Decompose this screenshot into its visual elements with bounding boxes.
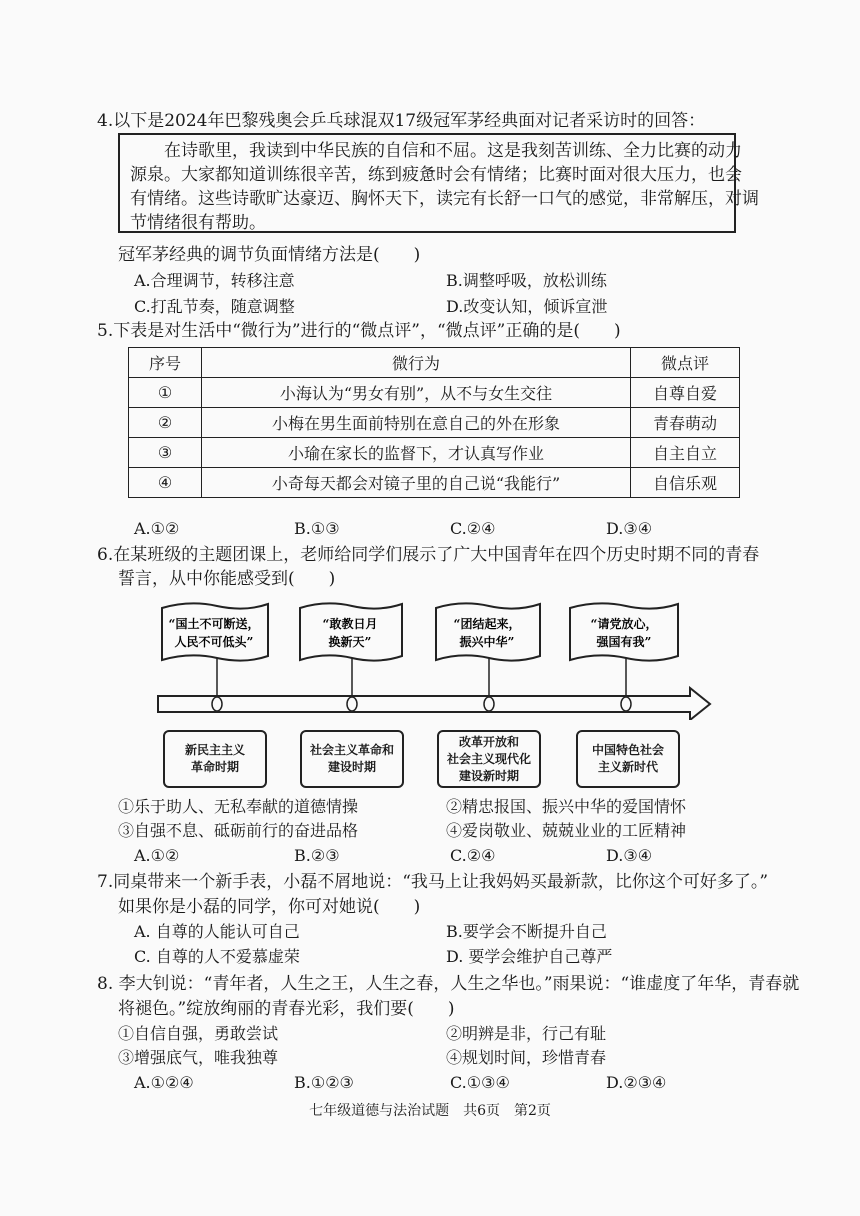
q6-stem: 誓言，从中你能感受到( ) xyxy=(118,569,336,589)
q4-option-c: C.打乱节奏，随意调整 xyxy=(134,297,295,316)
table-cell: 自信乐观 xyxy=(631,468,740,498)
flag-text: “国土不可断送， xyxy=(168,617,260,631)
q4-quote-box xyxy=(118,133,759,233)
q4-option-b: B.调整呼吸，放松训练 xyxy=(446,271,607,290)
table-row xyxy=(129,438,740,468)
q6-choice-4: ④爱岗敬业、兢兢业业的工匠精神 xyxy=(446,821,687,840)
q5-option-d: D.③④ xyxy=(606,519,653,538)
q6-option-b: B.②③ xyxy=(294,846,340,865)
q8-choice-1: ①自信自强，勇敢尝试 xyxy=(118,1024,279,1043)
q6-stem: 6.在某班级的主题团课上，老师给同学们展示了广大中国青年在四个历史时期不同的青春 xyxy=(97,545,760,565)
table-cell: 小瑜在家长的监督下，才认真写作业 xyxy=(202,438,631,468)
q5-stem: 5.下表是对生活中“微行为”进行的“微点评”，“微点评”正确的是( ) xyxy=(97,321,621,341)
q4-question: 冠军茅经典的调节负面情绪方法是( ) xyxy=(118,245,421,265)
q4-option-d: D.改变认知，倾诉宣泄 xyxy=(446,297,608,316)
q6-option-d: D.③④ xyxy=(606,846,653,865)
period-box-1 xyxy=(163,730,267,788)
flag-2 xyxy=(300,603,402,704)
period-box-3 xyxy=(437,730,541,788)
table-header: 微行为 xyxy=(202,348,631,378)
table-row xyxy=(129,378,740,408)
q4-option-a: A.合理调节，转移注意 xyxy=(134,271,295,290)
flag-text: “请党放心， xyxy=(590,617,658,631)
period-text: 建设新时期 xyxy=(458,768,519,783)
q6-choice-2: ②精忠报国、振兴中华的爱国情怀 xyxy=(446,797,687,816)
q8-stem: 将褪色。”绽放绚丽的青春光彩，我们要( ) xyxy=(118,999,455,1019)
q5-option-b: B.①③ xyxy=(294,519,340,538)
q8-option-d: D.②③④ xyxy=(606,1073,667,1092)
q8-option-b: B.①②③ xyxy=(294,1073,354,1092)
flag-text: “敢教日月 xyxy=(322,617,378,631)
q6-option-c: C.②④ xyxy=(450,846,496,865)
table-cell: 自主自立 xyxy=(631,438,740,468)
q4-stem: 4.以下是2024年巴黎残奥会乒乓球混双17级冠军茅经典面对记者采访时的回答： xyxy=(97,111,706,131)
q4-quote-line: 节情绪很有帮助。 xyxy=(130,213,266,233)
table-row xyxy=(129,408,740,438)
q4-quote-line: 源泉。大家都知道训练很辛苦，练到疲惫时会有情绪；比赛时面对很大压力，也会 xyxy=(130,165,742,185)
table-header-row xyxy=(129,348,740,378)
table-cell: ④ xyxy=(129,468,202,498)
period-text: 社会主义革命和 xyxy=(309,743,394,757)
flag-3 xyxy=(436,603,540,704)
q8-choice-3: ③增强底气，唯我独尊 xyxy=(118,1048,279,1067)
table-cell: ② xyxy=(129,408,202,438)
flag-text: 振兴中华” xyxy=(459,635,515,649)
period-text: 中国特色社会 xyxy=(591,743,664,757)
table-cell: 小奇每天都会对镜子里的自己说“我能行” xyxy=(202,468,631,498)
flag-4 xyxy=(570,603,678,704)
table-cell: 小海认为“男女有别”，从不与女生交往 xyxy=(202,378,631,408)
q8-choice-4: ④规划时间，珍惜青春 xyxy=(446,1048,607,1067)
flag-text: 人民不可低头” xyxy=(174,635,254,649)
q7-option-a: A. 自尊的人能认可自己 xyxy=(134,922,300,941)
period-text: 社会主义现代化 xyxy=(446,751,531,766)
q7-stem: 7.同桌带来一个新手表，小磊不屑地说：“我马上让我妈妈买最新款，比你这个可好多了。” xyxy=(97,872,769,892)
q4-quote-line: 在诗歌里，我读到中华民族的自信和不屈。这是我刻苦训练、全力比赛的动力 xyxy=(164,141,742,161)
period-text: 主义新时代 xyxy=(597,760,658,774)
timeline-arrow xyxy=(158,688,710,720)
q7-option-b: B.要学会不断提升自己 xyxy=(446,922,607,941)
q4-quote-line: 有情绪。这些诗歌旷达豪迈、胸怀天下，读完有长舒一口气的感觉，非常解压，对调 xyxy=(130,189,759,209)
period-box-2 xyxy=(300,730,404,788)
flag-text: 强国有我” xyxy=(596,635,652,649)
table-cell: 青春萌动 xyxy=(631,408,740,438)
table-cell: 小梅在男生面前特别在意自己的外在形象 xyxy=(202,408,631,438)
table-cell: 自尊自爱 xyxy=(631,378,740,408)
period-text: 革命时期 xyxy=(190,760,239,774)
page-footer: 七年级道德与法治试题 共6页 第2页 xyxy=(309,1103,551,1119)
q7-stem: 如果你是小磊的同学，你可对她说( ) xyxy=(118,897,421,917)
timeline-diagram xyxy=(150,596,720,720)
period-text: 改革开放和 xyxy=(458,734,519,749)
q6-option-a: A.①② xyxy=(134,846,180,865)
q7-option-c: C. 自尊的人不爱慕虚荣 xyxy=(134,947,300,966)
flag-text: “团结起来， xyxy=(453,617,521,631)
table-cell: ③ xyxy=(129,438,202,468)
table-header: 微点评 xyxy=(631,348,740,378)
table-row xyxy=(129,468,740,498)
period-box-4 xyxy=(576,730,680,788)
q8-option-a: A.①②④ xyxy=(134,1073,194,1092)
table-header: 序号 xyxy=(129,348,202,378)
period-text: 建设时期 xyxy=(327,760,376,774)
flag-1 xyxy=(162,603,268,704)
q8-option-c: C.①③④ xyxy=(450,1073,510,1092)
q8-choice-2: ②明辨是非，行己有耻 xyxy=(446,1024,607,1043)
q5-option-c: C.②④ xyxy=(450,519,496,538)
table-cell: ① xyxy=(129,378,202,408)
q5-table xyxy=(128,347,740,498)
q8-stem: 8. 李大钊说：“青年者，人生之王，人生之春，人生之华也。”雨果说：“谁虚度了年华，青春就 xyxy=(97,974,800,994)
flag-text: 换新天” xyxy=(328,635,372,649)
q7-option-d: D. 要学会维护自己尊严 xyxy=(446,947,613,966)
q5-option-a: A.①② xyxy=(134,519,180,538)
q6-choice-3: ③自强不息、砥砺前行的奋进品格 xyxy=(118,821,359,840)
period-text: 新民主主义 xyxy=(184,743,245,757)
q6-choice-1: ①乐于助人、无私奉献的道德情操 xyxy=(118,797,359,816)
